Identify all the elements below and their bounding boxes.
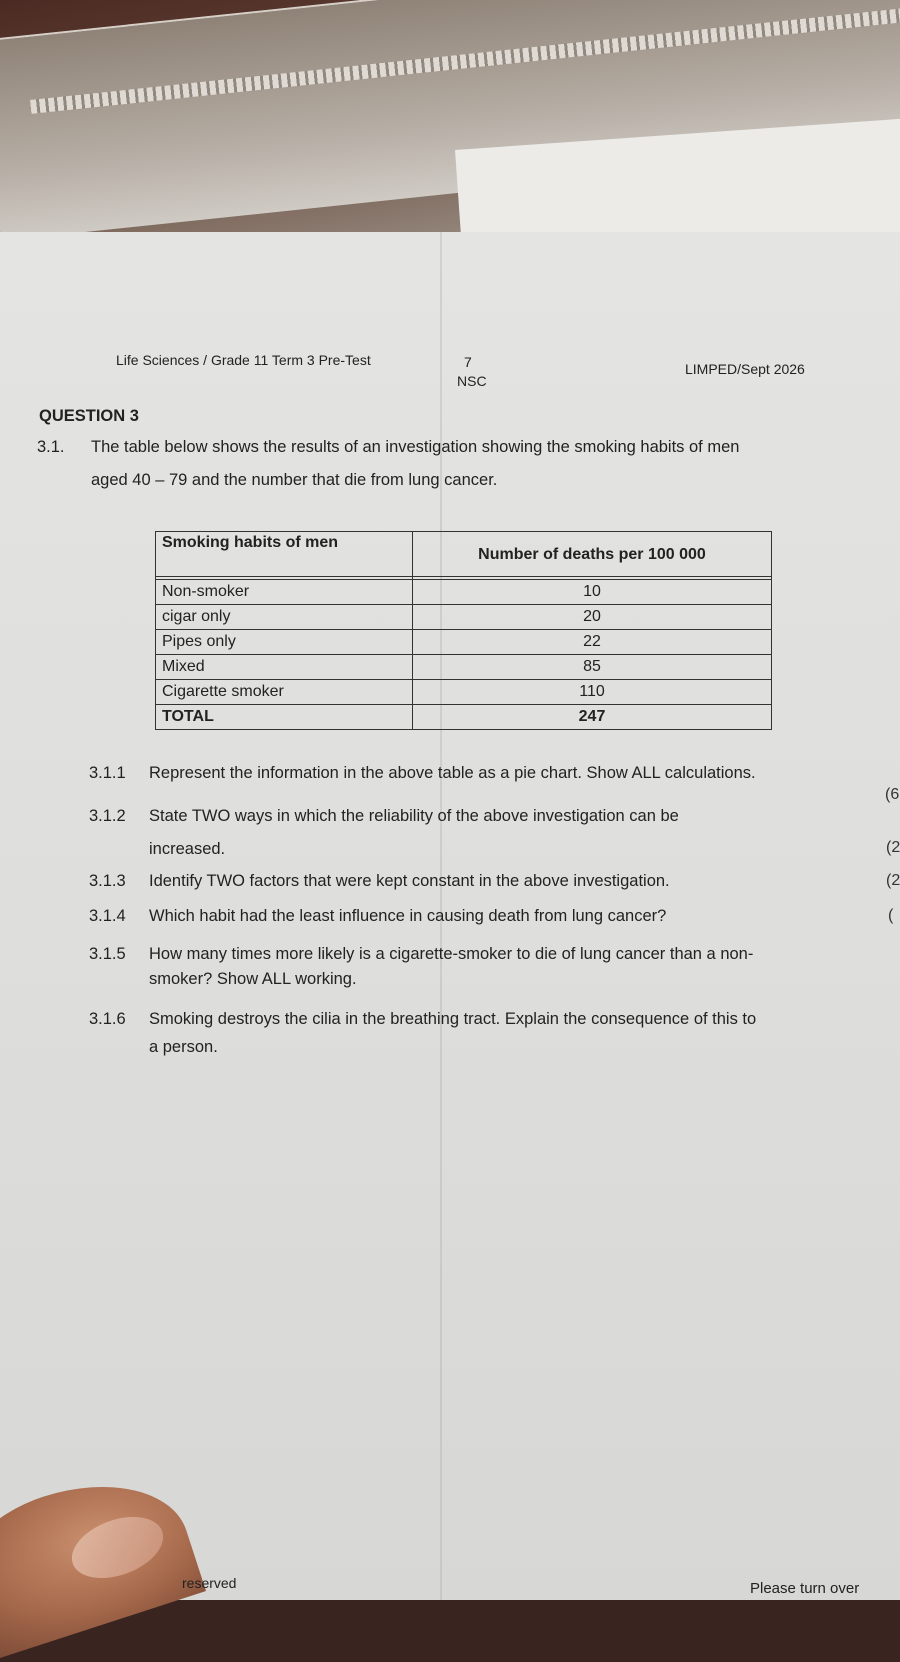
subquestion-text: Smoking destroys the cilia in the breathing tract. Explain the consequence of this to — [149, 1010, 757, 1028]
habit-cell: Cigarette smoker — [156, 680, 413, 705]
habit-cell: TOTAL — [156, 705, 413, 730]
footer-left: reserved — [182, 1575, 237, 1591]
subquestion-text: State TWO ways in which the reliability of the above investigation can be — [149, 807, 679, 825]
deaths-cell: 110 — [413, 680, 772, 705]
table-total-row — [156, 705, 772, 730]
habit-cell: cigar only — [156, 605, 413, 630]
subquestion-number: 3.1.5 — [89, 945, 126, 963]
question-title: QUESTION 3 — [39, 407, 139, 425]
table-row — [156, 605, 772, 630]
header-subject: Life Sciences / Grade 11 Term 3 Pre-Test — [116, 352, 371, 368]
question-intro-line1: The table below shows the results of an investigation showing the smoking habits of men — [91, 438, 740, 456]
deaths-cell: 85 — [413, 655, 772, 680]
question-intro-line2: aged 40 – 79 and the number that die from lung cancer. — [91, 471, 498, 489]
habit-cell: Pipes only — [156, 630, 413, 655]
smoking-deaths-table — [155, 531, 772, 730]
deaths-cell: 20 — [413, 605, 772, 630]
deaths-cell: 10 — [413, 580, 772, 605]
mark-allocation: (2 — [886, 839, 900, 856]
mark-allocation: (6 — [885, 786, 900, 803]
subquestion-text: Which habit had the least influence in causing death from lung cancer? — [149, 907, 667, 925]
header-nsc: NSC — [457, 373, 487, 389]
page-number: 7 — [464, 354, 472, 370]
habit-cell: Non-smoker — [156, 580, 413, 605]
footer-right: Please turn over — [750, 1580, 860, 1597]
header-code: LIMPED/Sept 2026 — [685, 361, 805, 377]
habit-cell: Mixed — [156, 655, 413, 680]
column-header-deaths: Number of deaths per 100 000 — [413, 532, 772, 577]
subquestion-text: Represent the information in the above table as a pie chart. Show ALL calculations. — [149, 764, 756, 782]
table-header-row — [156, 532, 772, 577]
subquestion-text: Identify TWO factors that were kept constant in the above investigation. — [149, 872, 670, 890]
table-row — [156, 655, 772, 680]
table-row — [156, 680, 772, 705]
column-header-habit: Smoking habits of men — [156, 532, 413, 577]
table-row — [156, 630, 772, 655]
subquestion-number: 3.1.1 — [89, 764, 126, 782]
subquestion-text-cont: smoker? Show ALL working. — [149, 970, 357, 988]
question-number: 3.1. — [37, 438, 65, 456]
subquestion-number: 3.1.4 — [89, 907, 126, 925]
mark-allocation: ( — [888, 907, 894, 924]
deaths-cell: 22 — [413, 630, 772, 655]
mark-allocation: (2 — [886, 872, 900, 889]
subquestion-number: 3.1.2 — [89, 807, 126, 825]
table-row — [156, 580, 772, 605]
subquestion-number: 3.1.3 — [89, 872, 126, 890]
subquestion-text: How many times more likely is a cigarette-smoker to die of lung cancer than a non- — [149, 945, 754, 963]
deaths-cell: 247 — [413, 705, 772, 730]
subquestion-number: 3.1.6 — [89, 1010, 126, 1028]
subquestion-text-cont: increased. — [149, 840, 226, 858]
subquestion-text-cont: a person. — [149, 1038, 218, 1056]
